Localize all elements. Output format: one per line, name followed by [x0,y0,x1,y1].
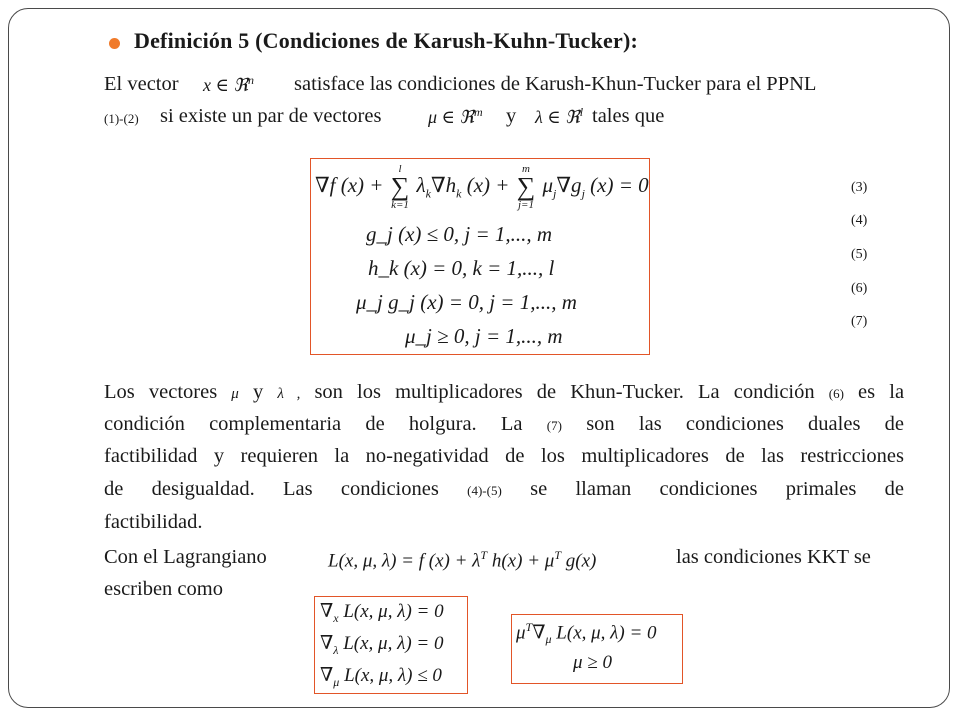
lagrangian-formula: L(x, μ, λ) = f $(x) + \lambda^T$ $h(x) + \mu^T$ g(x) [328,548,597,572]
ref-1-2: (1)-(2) [104,111,139,126]
equation-6: μ_j g_j (x) = 0, j = 1,..., m [356,290,577,314]
eq-number-7: (7) [851,314,868,329]
vector-lambda-in-rl: λ ∈ ℜ$^l$ [535,105,584,127]
equation-7: μ_j ≥ 0, j = 1,..., m [405,324,563,348]
grad-mu-lagrangian: $\nabla_\mu$ L(x, μ, λ) ≤ 0 [320,665,442,689]
para2-line2: condición complementaria de holgura. La (7) son las condiciones duales de [104,413,905,435]
equation-3: ∇f (x) + l ∑ k=1 $\lambda_k\nabla h_k$ (x) + m ∑ j=1 $\mu_j\nabla g_j$ (x) = 0 [315,163,649,211]
eq-number-4: (4) [851,213,868,228]
bullet-icon [109,38,120,49]
grad-lambda-lagrangian: $\nabla_\lambda$ L(x, μ, λ) = 0 [320,633,444,657]
eq-number-5: (5) [851,247,868,262]
complementarity-condition: $\mu^T\nabla_\mu$ L(x, μ, λ) = 0 [516,620,657,647]
mu-nonnegativity: μ ≥ 0 [573,652,612,673]
para1-y: y [506,105,517,127]
vector-x-in-rn: x ∈ ℜ$^n$ [203,73,254,95]
para1-line2-end: tales que [592,105,665,127]
para2-line3: factibilidad y requieren la no-negatividad de los multiplicadores de las restricciones [104,445,904,467]
para1-line1-start: El vector [104,73,179,95]
para3-line1-end: las condiciones KKT se [676,546,871,568]
para1-line1-end: satisface las condiciones de Karush-Khun-Tucker para el PPNL [294,73,817,95]
grad-x-lagrangian: $\nabla_x$ L(x, μ, λ) = 0 [320,601,444,625]
para3-line1-start: Con el Lagrangiano [104,546,267,568]
para2-line1: Los vectores μ y λ , son los multiplicadores de Khun-Tucker. La condición (6) es la [104,381,905,403]
para2-line4: de desigualdad. Las condiciones (4)-(5) se llaman condiciones primales de [104,478,905,500]
para1-line2-start: si existe un par de vectores [160,105,382,127]
eq-number-3: (3) [851,180,868,195]
equation-5: h_k (x) = 0, k = 1,..., l [368,256,555,280]
definition-heading: Definición 5 (Condiciones de Karush-Kuhn-Tucker): [134,28,639,53]
equation-4: g_j (x) ≤ 0, j = 1,..., m [366,222,553,246]
vector-mu-in-rm: μ ∈ ℜ$^m$ [428,105,483,127]
para3-line2: escriben como [104,578,223,600]
para2-line5: factibilidad. [104,511,203,533]
eq-number-6: (6) [851,281,868,296]
